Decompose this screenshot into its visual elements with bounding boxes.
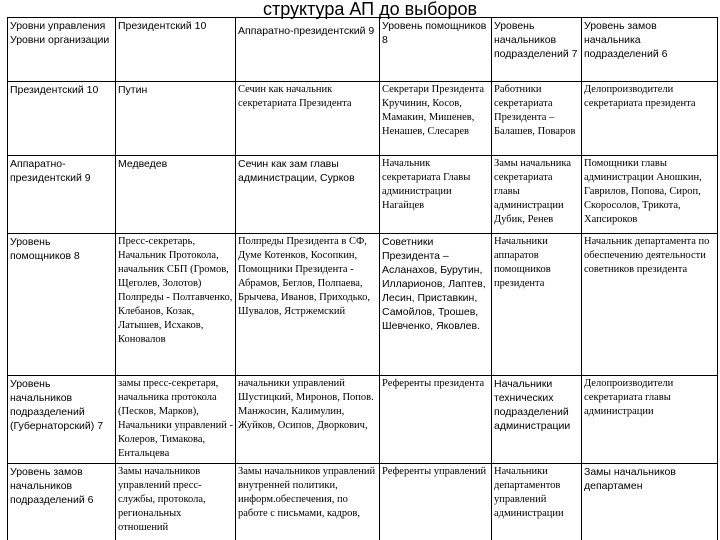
header-cell: Аппаратно-президентский 9 (236, 18, 380, 82)
table-cell: Замы начальников управлений пресс-службы, протокола, региональных отношений (116, 464, 236, 540)
table-row (8, 234, 718, 376)
table-cell: Сечин как зам главы администрации, Сурков (236, 156, 380, 234)
table-cell: Референты управлений (380, 464, 492, 540)
table-cell: Советники Президента – Асланахов, Бурутин, Илларионов, Лаптев, Лесин, Приставкин, Самойлов, Трошев, Шевченко, Яковлев. (380, 234, 492, 376)
table-cell: Путин (116, 82, 236, 156)
table-cell: замы пресс-секретаря, начальника протокола (Песков, Марков), Начальники управлений - Колеров, Тимакова, Ентальцева (116, 376, 236, 464)
table-row (8, 464, 718, 540)
header-cell: Уровень помощников 8 (380, 18, 492, 82)
row-level-label: Уровень начальников подразделений (Губернаторский) 7 (8, 376, 116, 464)
table-cell: Делопроизводители секретариата президента (582, 82, 718, 156)
structure-table (7, 17, 718, 540)
header-row (8, 18, 718, 82)
table-cell: Начальник секретариата Главы администрации Нагайцев (380, 156, 492, 234)
table-cell: Начальник департамента по обеспечению деятельности советников президента (582, 234, 718, 376)
table-cell: Замы начальника секретариата главы администрации Дубик, Ренев (492, 156, 582, 234)
header-cell: Уровень начальников подразделений 7 (492, 18, 582, 82)
table-cell: Референты президента (380, 376, 492, 464)
header-cell: Уровень замов начальника подразделений 6 (582, 18, 718, 82)
table-cell: Замы начальников управлений внутренней политики, информ.обеспечения, по работе с письмами, кадров, (236, 464, 380, 540)
table-cell: начальники управлений Шустицкий, Миронов, Попов. Манжосин, Калимулин, Жуйков, Осипов, Дворкович, (236, 376, 380, 464)
table-cell: Начальники технических подразделений администрации (492, 376, 582, 464)
row-level-label: Президентский 10 (8, 82, 116, 156)
table-cell: Делопроизводители секретариата главы администрации (582, 376, 718, 464)
table-cell: Начальники департаментов управлений администрации (492, 464, 582, 540)
page-title: структура АП до выборов (262, 0, 478, 19)
header-cell: Уровни управления Уровни организации (8, 18, 116, 82)
table-cell: Медведев (116, 156, 236, 234)
table-cell: Секретари Президента Кручинин, Косов, Мамакин, Мишенев, Ненашев, Слесарев (380, 82, 492, 156)
table-cell: Замы начальников департамен (582, 464, 718, 540)
table-cell: Помощники главы администрации Аношкин, Гаврилов, Попова, Сироп, Скоросолов, Трикота, Хапсироков (582, 156, 718, 234)
row-level-label: Аппаратно-президентский 9 (8, 156, 116, 234)
table-cell: Работники секретариата Президента – Балашев, Поваров (492, 82, 582, 156)
table-cell: Пресс-секретарь, Начальник Протокола, начальник СБП (Громов, Щеголев, Золотов) Полпреды - Полтавченко, Клебанов, Козак, Латышев, Исхаков, Коновалов (116, 234, 236, 376)
row-level-label: Уровень помощников 8 (8, 234, 116, 376)
table-cell: Сечин как начальник секретариата Президента (236, 82, 380, 156)
row-level-label: Уровень замов начальников подразделений 6 (8, 464, 116, 540)
header-cell: Президентский 10 (116, 18, 236, 82)
table-row (8, 156, 718, 234)
table-cell: Полпреды Президента в СФ, Думе Котенков, Косопкин, Помощники Президента - Абрамов, Беглов, Полпаева, Брычева, Иванов, Приходько, Шувалов, Ястржемский (236, 234, 380, 376)
table-row (8, 82, 718, 156)
table-row (8, 376, 718, 464)
table-cell: Начальники аппаратов помощников президента (492, 234, 582, 376)
